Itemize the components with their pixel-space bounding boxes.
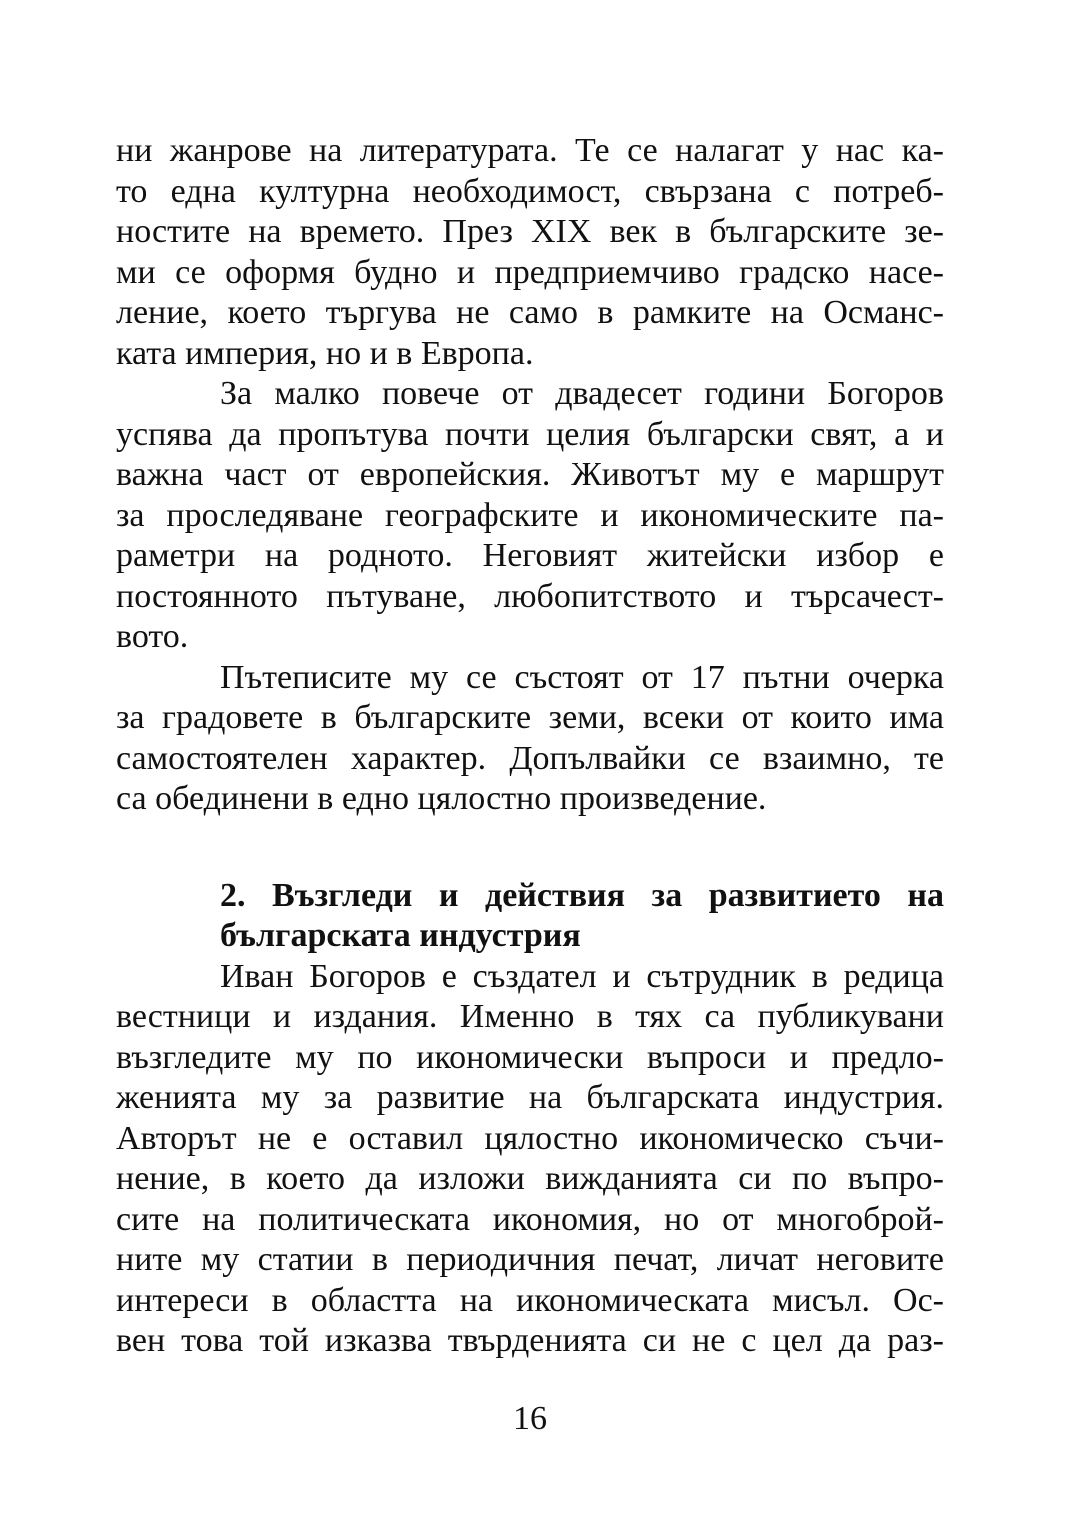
text-line: Авторът не е оставил цялостно икономическо съчи- <box>116 1119 944 1157</box>
text-line: самостоятелен характер. Допълвайки се взаимно, те <box>116 739 944 777</box>
text-line: ни жанрове на литературата. Те се налагат у нас ка- <box>116 132 944 169</box>
text-line: ката империя, но и в Европа. <box>116 334 534 372</box>
text-line: сите на политическата икономия, но от многоброй- <box>116 1200 944 1238</box>
section-heading-line: българската индустрия <box>220 917 581 954</box>
text-line: нение, в което да изложи вижданията си по въпро- <box>116 1160 944 1197</box>
text-line: ление, което търгува не само в рамките на Османс- <box>116 294 944 331</box>
page-number: 16 <box>513 1400 547 1437</box>
text-line: ностите на времето. През XIX век в българските зе- <box>116 213 944 250</box>
text-line: за градовете в българските земи, всеки от които има <box>116 699 944 736</box>
text-line: Пътеписите му се състоят от 17 пътни очерка <box>220 658 944 696</box>
paragraph-travel-essays <box>116 658 944 820</box>
text-line: за проследяване географските и икономическите па- <box>116 496 944 534</box>
text-line: вото. <box>116 618 189 655</box>
text-line: женията му за развитие на българската индустрия. <box>116 1079 944 1116</box>
paragraph-continuation <box>116 131 944 374</box>
text-line: са обединени в едно цялостно произведение. <box>116 780 767 817</box>
text-line: интереси в областта на икономическата мисъл. Ос- <box>116 1281 944 1319</box>
text-line: раметри на родното. Неговият житейски избор е <box>116 537 944 574</box>
text-line: ните му статии в периодичния печат, личат неговите <box>116 1241 944 1278</box>
text-line: Иван Богоров е създател и сътрудник в редица <box>220 957 944 995</box>
text-line: успява да пропътува почти целия български свят, а и <box>116 415 944 453</box>
text-line: възгледите му по икономически въпроси и предло- <box>116 1038 944 1076</box>
text-line: вестници и издания. Именно в тях са публикувани <box>116 998 944 1035</box>
text-line: постоянното пътуване, любопитството и търсачест- <box>116 577 944 615</box>
text-line: ми се оформя будно и предприемчиво градско насе- <box>116 253 944 291</box>
text-line: За малко повече от двадесет години Богоров <box>220 375 944 412</box>
text-line: то една културна необходимост, свързана с потреб- <box>116 172 944 210</box>
text-block <box>116 131 944 1362</box>
text-line: важна част от европейския. Животът му е маршрут <box>116 456 944 493</box>
paragraph-industry-views <box>116 957 944 1362</box>
text-line: вен това той изказва твърденията си не с цел да раз- <box>116 1322 944 1359</box>
section-heading <box>220 876 944 957</box>
paragraph-travels <box>116 374 944 658</box>
section-heading-line: 2. Възгледи и действия за развитието на <box>220 876 944 914</box>
